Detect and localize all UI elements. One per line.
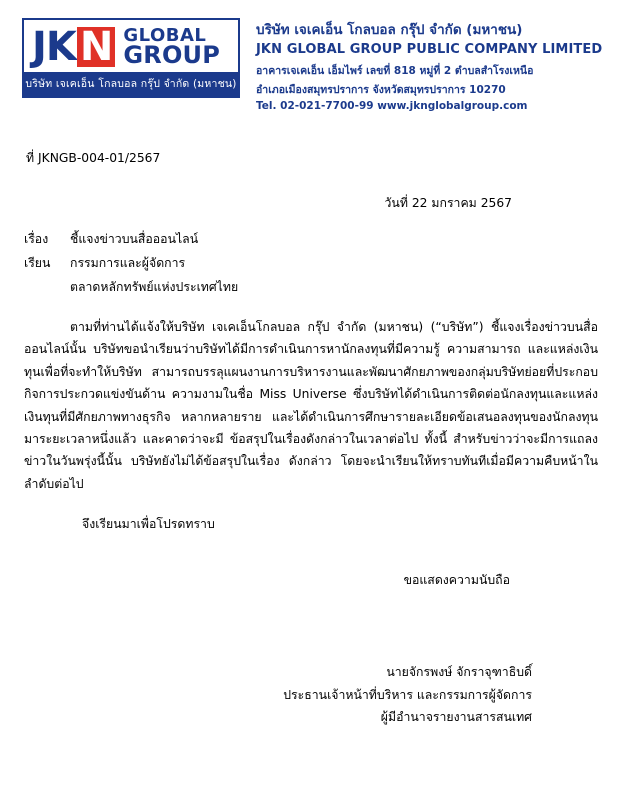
regards-line: ขอแสดงความนับถือ	[403, 572, 510, 587]
logo-wordmark	[123, 27, 220, 68]
recipient-label: เรียน	[24, 256, 51, 271]
subject-row	[24, 230, 598, 250]
letterhead	[0, 0, 622, 115]
signer-title-primary: ประธานเจ้าหน้าที่บริหาร และกรรมการผู้จัดการ	[283, 687, 532, 702]
logo-jkn-text	[32, 24, 115, 71]
logo-group-text: GROUP	[123, 41, 221, 70]
signature-block	[24, 661, 598, 729]
signer-name: นายจักรพงษ์ จักราจุฑาธิบดิ์	[386, 664, 532, 679]
logo-global-text: GLOBAL	[123, 25, 207, 46]
subject-label: เรื่อง	[24, 232, 49, 247]
company-name-english: JKN GLOBAL GROUP PUBLIC COMPANY LIMITED	[256, 42, 603, 58]
logo-n-letter: N	[77, 27, 115, 67]
company-address-line-2: อำเภอเมืองสมุทรปราการ จังหวัดสมุทรปราการ 10270	[256, 84, 506, 97]
letter-content	[0, 149, 622, 730]
body-paragraph-text: ตามที่ท่านได้แจ้งให้บริษัท เจเคเอ็นโกลบอล กรุ๊ป จำกัด (มหาชน) (“บริษัท”) ชี้แจงเรื่องข่าวบนสื่อออนไลน์นั้น บริษัทขอนำเรียนว่าบริษัทได้มีการดำเนินการหานักลงทุนที่มีความรู้ ความสามารถ และแหล่งเงินทุนเพื่อที่จะทำให้บริษัท สามารถบรรลุแผนงานการบริหารงานและพัฒนาศักยภาพของกลุ่มบริษัทย่อยที่ประกอบกิจการประกวดแข่งขันด้าน ความงามในชื่อ Miss Universe ซึ่งบริษัทได้ดำเนินการติดต่อนักลงทุนและแหล่งเงินทุนที่มีศักยภาพทางธุรกิจ หลากหลายราย และได้ดำเนินการศึกษารายละเอียดข้อเสนอลงทุนของนักลงทุนมาระยะเวลาหนึ่งแล้ว และคาดว่าจะมี ข้อสรุปในเรื่องดังกล่าวในเวลาต่อไป ทั้งนี้ สำหรับข่าวว่าจะมีการแถลงข่าวในวันพรุ่งนี้นั้น บริษัทยังไม่ได้ข้อสรุปในเรื่อง ดังกล่าว โดยจะนำเรียนให้ทราบทันทีเมื่อมีความคืบหน้าในลำดับต่อไป	[24, 320, 598, 491]
company-info	[256, 18, 602, 115]
subject-value: ชี้แจงข่าวบนสื่อออนไลน์	[70, 232, 199, 247]
company-name-thai: บริษัท เจเคเอ็น โกลบอล กรุ๊ป จำกัด (มหาชน)	[256, 22, 523, 38]
company-address-line-1: อาคารเจเคเอ็น เอ็มไพร์ เลขที่ 818 หมู่ที่ 2 ตำบลสำโรงเหนือ	[256, 64, 534, 77]
recipient-organization: ตลาดหลักทรัพย์แห่งประเทศไทย	[70, 280, 239, 295]
reference-number: ที่ JKNGB-004-01/2567	[26, 150, 161, 165]
logo-thai-name-bar: บริษัท เจเคเอ็น โกลบอล กรุ๊ป จำกัด (มหาชน)	[24, 72, 238, 96]
signer-title-secondary: ผู้มีอำนาจรายงานสารสนเทศ	[380, 710, 532, 725]
logo-mark	[24, 20, 238, 72]
body-paragraph	[24, 316, 598, 495]
company-logo	[22, 18, 240, 98]
logo-jk-letters: JK	[32, 24, 76, 71]
closing-line: จึงเรียนมาเพื่อโปรดทราบ	[82, 517, 215, 532]
recipient-value: กรรมการและผู้จัดการ	[70, 256, 186, 271]
letter-date: วันที่ 22 มกราคม 2567	[384, 196, 512, 211]
recipient-row	[24, 254, 598, 274]
company-contact: Tel. 02-021-7700-99 www.jknglobalgroup.com	[256, 100, 528, 113]
